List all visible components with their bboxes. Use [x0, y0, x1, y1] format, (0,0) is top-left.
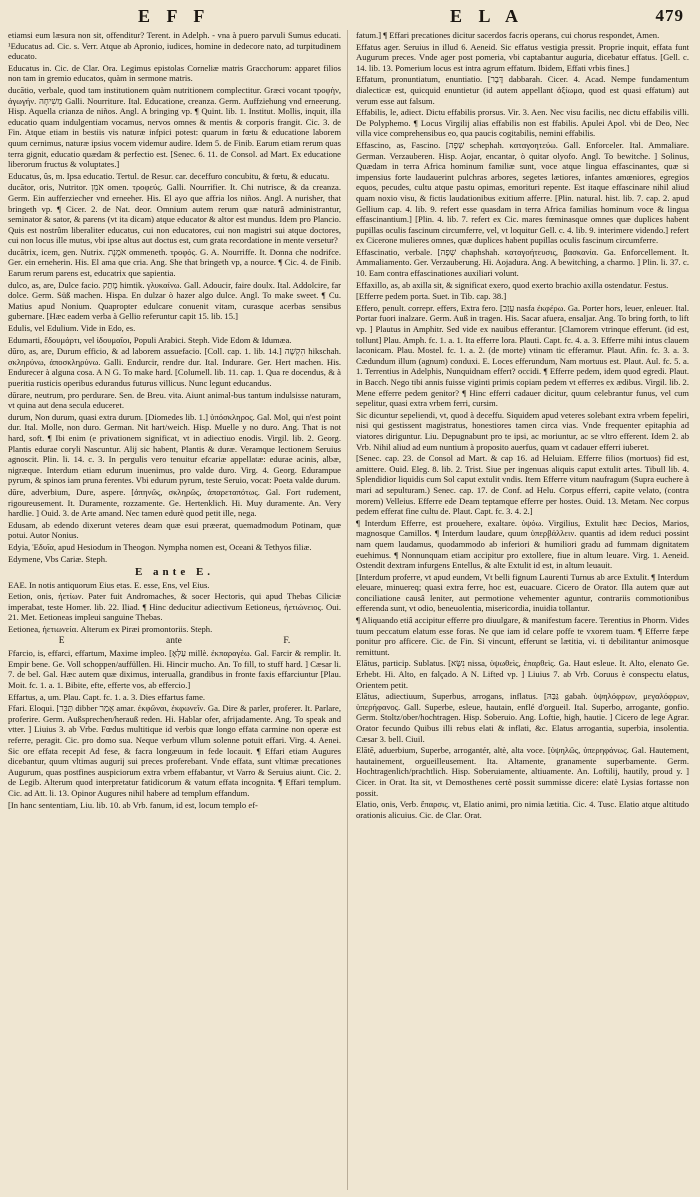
dictionary-entry: Effascinatio, verbale. [שְׁפָה chaphshah. καταγοήτευσις, βασκανία. Ga. Enforcellement. It. Ammaliamento. Ger. Verzauberung. Hi. Aojadura. Ang. A bewitching, a charmo. ] Plin. li. 37. c. 10. Eam contra effascinationes auxiliari volunt.: [356, 246, 689, 279]
dictionary-entry: Edumarti, ἔδουμάρτι, vel ἰδουμαῖοι, Populi Arabici. Steph. Vide Edom & Idumæa.: [8, 334, 292, 345]
dictionary-entry: ducātor, oris, Nutritor. אֹמֵן omen. τροφεύς. Galli. Nourrifier. It. Chi nutrisce, & da creanza. Germ. Ein aufferziecher vnd erneeher. His. El ayo que affria los niños. Angl. A nurisher, that bringeth vp. ¶ Cicer. 2. de Nat. deor. Omnium autem rerum quæ naturâ administrantur, seminator & sator, & parens (vt ita dicam) atque educator & altor est mundus. Idem pro Plancio. Quis est nostrûm liberaliter educatus, cui non educatores, cui non magistri sui atque doctores, cui non locus ille mutus, vbi ipse altus aut doctus est, cum grata recordatione in mente versetur?: [8, 182, 341, 246]
dictionary-entry: etiamsi eum læsura non sit, offenditur? Terent. in Adelph. - vna à puero parvuli Sumus educati. ¹Educatus ad. Cic. s. Verr. Atque ab Apronio, iudices, homine in dedecore nato, ad turpitudinem educato.: [8, 30, 341, 62]
dictionary-entry: dūre, adverbium, Dure, aspere. [ἀπηνῶς, σκληρῶς, ἀπαρεταπότως. Gal. Fort rudement, rigoureusement. It. Duramente, rozzamente. Ge. Hertenklich. Hi. Muy duramente. An. Very hardlie. ] Ouid. 3. de Arte amand. Nec tamen edurè quod petit ille, nega.: [8, 486, 341, 519]
dictionary-entry: ducātrix, icem, gen. Nutrix. אֹמֶנֶת ommeneth. τροφός. G. A. Nourriffe. It. Donna che nodrifce. Ger. ein erneherin. His. El ama que cria. Ang. She that bringeth vp, a nource. ¶ Cic. 4. de Finib. Earum rerum parens est, educatrix que sapientia.: [8, 246, 341, 279]
right-column: [356, 30, 689, 1190]
dictionary-entry: ¶ Interdum Efferre, est prouehere, exaltare. ὑψόω. Virgilius, Extulit hæc Decios, Marios, magnosque Camillos. ¶ Interdum laudare, quum ὑπερβάλλειν. quantis ad idem reduci possint nam quem laudamus, quodammodo ab inferiori & humiliori gradu ad fummam dignitatem euehimus. ¶ Nonnunquam etiam accipitur pro extollere, fiue in altum leuare. Virg. 1. Aeneid. Ostendit dextram infurgens Entellus, & alte Extulit id est, in altum leuauit.: [356, 517, 689, 571]
dictionary-entry: Ffari. Eloqui. [תַּבֵּר dibber אָמַר amar. ἐκφῶναι, ἐκφωνεῖν. Ga. Dire & parler, proferer. It. Parlare, proferire. Germ. Außsprechen/herauß reden. Hi. Hablar ofer, afrijadamente. Ang. To speak and vtter. ] Liuius 3. ab Vrbe. Fœdus multitique id verbis quæ longo effata carmine non operæ est referre, peragit. Cic. pro domo sua. Neque verbum vllum solenne potuit effari. Virg. 4. Aenei. Sic ore effata recepit Ad fese, & facra longæuum in fede locauit. ¶ Effari etiam Augures dicebantur, quum vltimas augurij sui preces proferebant. Vnde effata, sunt vltimæ precationes Augurum, quas postfines auspiciorum extra vrbem effabantur, vt Varro & Seruius aiunt. Cic. 2. de Legib. Alterum quod interpretatur fatidicorum & vatum effata incognita. ¶ Effari templum. Cic. ad Att. li. 13. Opinor Augures nihil habere ad templum effandum.: [8, 703, 341, 798]
left-column: [8, 30, 341, 1190]
subsection-ante: ante: [166, 635, 182, 646]
dictionary-entry: dūrare, neutrum, pro perdurare. Sen. de Breu. vita. Aiunt animal-bus tantum indulsisse naturam, vt quina aut dena secula educeret.: [8, 389, 341, 411]
dictionary-entry: EAE. In notis antiquorum Eius etas. E. esse, Ens, vel Eius.: [8, 579, 210, 590]
dictionary-entry: fatum.] ¶ Effari precationes dicitur sacerdos facris operans, cui chorus respondet, Amen.: [356, 30, 660, 40]
dictionary-entry: Effaxillo, as, ab axilla sit, & significat exero, quod exerto brachio axilla ostendatur. Festus.: [356, 279, 669, 290]
running-header: [0, 6, 700, 28]
entries-block-4: [356, 30, 689, 820]
dictionary-entry: Elātus, adiectiuum, Superbus, arrogans, inflatus. [גַּבַּהּ gabah. ὑψηλόφρων, μεγαλόφρων, ὑπερήφανος. Gall. Superbe, esleue, hautain, enflé d'orgueil. Ital. Superbo, arrogante, gonfio. Germ. Stoltz/ober/hochtragen. Hisp. Soberuio. Ang. Loftie, high, hautie. ] Cicero de lege Agrar. Orator fecundo Quibus illi rebus elati & inflati, &c. Elatus arrogantia, superbia, insolentia. Cæsar 3. bell. Ciuil.: [356, 691, 689, 744]
dictionary-entry: Effartus, a, um. Plau. Capt. fc. 1. a. 3. Dies effartus fame.: [8, 691, 206, 702]
dictionary-entry: Effero, penult. correpr. effers, Extra fero. [עֲזַב nasfa ἐκφέρω. Ga. Porter hors, leuer, enleuer. Ital. Portar fuori inalzare. Germ. Auß in tragen. His. Sacar afuera, ensaljar. Ang. To bring forth, to lift vp. ] Plautus in Amphitr. Sed vide ex nauibus efferantur. [Clamorem vtrinque efferunt. (id est, tollunt] Plau. Amph. fc. 1. a. 1. Ita efferre lora. Plauti. Capt. fc. 4. a. 3. Efferre mihi intus clauem laconicam. Plau. Mostel. fc. 1. a. 2. (de morte) vtinam tic efferamur. Plaut. Afin. fc. 3. a. 3. Cædundum illum (agnum) conduxi. E. Loces efferundum, Nam mortuus est. Plaut. Aul. fc. 5. a. 1. Terrentius in Adelphis, Nunquidnam effert? occidi. ¶ Efferre pedem, idem quod egredi. Plaut. in Bacch. Nego tibi annis fuisse viginti primis copiam pedem vt efferres ex ædibus. Virgil. lib. 2. Mene efferre pedem genitor? ¶ Hinc efferri cadauer dicitur, quum celebrantur funus, vel cum sepelitur, quasi extra vrbem ferri, cursim.: [356, 302, 689, 409]
dictionary-entry: [In hanc sententiam, Liu. lib. 10. ab Vrb. fanum, id est, locum templo ef-: [8, 799, 258, 810]
dictionary-entry: Elātē, aduerbium, Superbe, arrogantér, altè, alta voce. [ὑψηλῶς, ὑπερηφάνως. Gal. Hautement, hautainement, orgueilleusement. Ita. Altamente, granamente superbamente. Germ. Hochtragenlich/prachtlich. Hisp. Soberuiamente, altiuamente. An. Loftilij, hautily, proud y. ] Cicer. in Orat. Ita sit, vt Demosthenes certè possit summisse dicere: elatè Lysias fortasse non possit.: [356, 745, 689, 798]
dictionary-entry: Effatus ager. Seruius in illud 6. Aeneid. Sic effatus vestigia pressit. Proprie inquit, effata funt Augurum preces. Vnde ager post pomeria, vbi captabantur auguria, dicebatur effatus. [Gell. c. 14. lib. 13. Pomerium locus est intra agrum effatum. Ibidem, Effati vrbis fines.]: [356, 41, 689, 73]
dictionary-entry: Eetionea, ἠετιωνεία. Alterum ex Piræi promontoriis. Steph.: [8, 624, 213, 635]
header-left: E F F: [138, 6, 211, 26]
dictionary-entry: [Senec. cap. 23. de Consol ad Mart. & cap 16. ad Heluiam. Efferre filios (mortuos) fid est, amittere. Ouid. Eleg. 8. lib. 2. Trist. Siue per ingenuas aliquis caput extulit artes. Tibull lib. 4. Splendidior liquidis cum Sol caput extulit vndis. Item Efferre vitum naufragum (Supra euchere à mari ad sepulturam.) Senec. cap. 17. de Conf. ad Helu. Corpus efferri, capite velato, (contra morem) Velleius. Efferre ede Deam teptamque efferre per hostes. Ouid. 13. Metam. Nec corpus pedem efferat fine cultu de. Plaut. Capt. fc. 3. 4. 2.]: [356, 453, 689, 517]
dictionary-entry: ducātio, verbale, quod tam institutionem quàm nutritionem complectitur. Græci vocant τροφὴν, ἀγωγήν. מְשִׁיחָה Galli. Nourriture. Ital. Educatione, creanza. Germ. Auffziehung vnd erneerung. Hisp. Aquella crianza de niños. Angl. A bringing vp. ¶ Quint. lib. 1. Institut. Mollis, inquit, illa educatio quam indulgentiam vocamus, nervos omnes & mentis & corporis frangit. Cic. 3. de Fin. Atque etiam in bestiis vis naturæ infpici potest: quarum in fœtu & educatione laborem quum cernimus, naturæ ipsius vocem videmur audire. Idem 5. de Finib. Earum etiam rerum quas terra gignit, educatio quædam & perfectio est. [Senec. 6. 11. de Consol. ad Mart. Ex educatione liberorum fructus & voluptates.]: [8, 84, 341, 170]
dictionary-entry: Elātus, particip. Sublatus. [נִשָּׂא nissa, ὑψωθεὶς, ἐπαρθεὶς. Ga. Haut esleue. It. Alto, elenato Ge. Erhebt. Hi. Alto, en falçado. A N. Lifted vp. ] Liuius 7. ab Vrb. Coruus è conspectu elatus, Orientem petit.: [356, 658, 689, 690]
dictionary-entry: Edymene, Vbs Cariæ. Steph.: [8, 553, 108, 564]
dictionary-entry: [Interdum proferre, vt apud eundem, Vt belli fignum Laurenti Turnus ab arce Extulit. ¶ Interdum eleuare, minuereq; quasi extra ferre, hoc est, euacuare. Cicero de Orator. Illa autem quæ aut conciliatione causâ leniter, aut permotione vehementer aguntur, contrariis commotionibus efferenda sunt, vt odio, beneuolentia, misericordia, inuidia tollantur.: [356, 571, 689, 614]
section-heading: E ante E.: [134, 566, 215, 579]
dictionary-entry: Effascino, as, Fascino. [שְׁפָה schephah. καταγοητεύω. Gall. Enforceler. Ital. Ammaliare. German. Verzauberen. Hisp. Aojar, encantar, ò quitar olyofo. Angl. To bewitche. ] Solinus, Quædam in terra Africa hominum familiæ sunt, voce atque lingua effascinantes, quæ si impensius forte laudauerint pulchras arbores, segetes lætiores, infantes amœniores, egregios equos, pecudes, cultu atque pastu opimas, emorituri repente. Est itaque effascinare nihil aliud quam noxio visu, & fictis laudationibus exitium afferre. [Plin. natural. hist. lib. 7. cap. 2. apud Gellium cap. 4. lib. 9. refert esse quasdam in terra Africa familias hominum voce & lingua effascinantium.] [Plin. 4. lib. 7. refert ex Cic. mares fœminasque omnes quæ duplices habent pupillas oculis fascinum circumferre, vel, vt loquitur Gell. c. 4. lib. 9. interimere videndo.] refert ex Cicerone mulieres omnes, quæ duplices habent pupillas oculis fascinum circumferre.: [356, 139, 689, 246]
dictionary-entry: Edusam, ab edendo dixerunt veteres deam quæ esui præerat, quemadmodum Potinam, quæ potui. Autor Nonius.: [8, 519, 341, 541]
entries-block-3: [8, 648, 341, 810]
dictionary-entry: dulco, as, are, Dulce facio. מָתַק himtik. γλυκαίνω. Gall. Adoucir, faire doulx. Ital. Addolcire, far dolce. Germ. Süß machen. Hispa. En dulzar ò hazer algo dulce. Angl. To make sweet. ¶ Cu. Matius apud Nonium. Quapropter edulcare conuenit vitam, curasque acerbas sensibus gubernare. [Hæc eadem verba à Gellio referuntur capit 15. lib. 15.]: [8, 279, 341, 322]
entries-block-2: [8, 580, 341, 635]
dictionary-entry: Eetion, onis, ἠετίων. Pater fuit Andromaches, & socer Hectoris, qui apud Thebas Ciliciæ imperabat, teste Homer. lib. 22. Iliad. ¶ Hinc deducitur adiectivum Eetioneus, ἠετιώνειος. Oui. 21. Met. Eetioneas impleui sanguine Thebas.: [8, 591, 341, 623]
dictionary-entry: Effabilis, le, adiect. Dictu effabilis prorsus. Vir. 3. Aen. Nec visu facilis, nec dictu effabilis villi. De Polyphemo. ¶ Locus Virgilij alias effabilis non est ffabilis. Apulei Apol. vbi de Deo, Nec villa vice comprehensibus eo, qua paucis cogitabilis, nemini effabilis.: [356, 107, 689, 139]
header-right: E L A: [450, 6, 525, 26]
dictionary-entry: Edyia, Ἐδυῖα, apud Hesiodum in Theogon. Nympha nomen est, Oceani & Tethyos filiæ.: [8, 541, 312, 552]
dictionary-entry: Edulis, vel Edulium. Vide in Edo, es.: [8, 323, 136, 334]
dictionary-entry: ¶ Aliquando etiâ accipitur efferre pro diuulgare, & manifestum facere. Terentius in Phorm. Vides tuum peccatum elatum esse foras. Ne que iam id celare poffe te vxorem tuam. ¶ Efferre fæpe ponitur pro afficere. Cic. de Fin. Si vincunt, efferunt se lætitia, vi. ti debilitantur animosque remittunt.: [356, 615, 689, 657]
dictionary-entry: Sic dicuntur sepeliendi, vt, quod à deceffu. Siquidem apud veteres solebant extra vrbem fepeliri, nisi qui gestissent magistratus, honestiores tamen circa vias. Vnde frequenter epitaphia ad viatores diriguntur. Liu. Depugnabunt pro te ipsi, ac moriuntur, ac se vltro efferent. Idem 2. ab Vrb. Nihil aliud ad eum nuntium à proposito auerfus, quam vt cadauer efferri iuberet.: [356, 409, 689, 452]
subsection-letter-2: F.: [283, 635, 291, 646]
column-divider: [347, 30, 348, 1190]
page-number: 479: [655, 6, 684, 25]
entries-block-1: [8, 30, 341, 564]
dictionary-entry: Effatum, pronuntiatum, enuntiatio. [דָּבָר dabbarah. Cicer. 4. Acad. Nempe fundamentum dialecticæ est, quicquid enuntietur (id autem appellant ἀξίωμα, quod est quasi effatum) aut verum esse aut falsum.: [356, 74, 689, 106]
subsection-letter: E: [58, 635, 65, 646]
dictionary-entry: Ffarcio, is, effarci, effartum, Maxime impleo. [עַלְּאָ millè. ἐκπαραγέω. Gal. Farcir & remplir. It. Empir bene. Ge. Voll schoppen/auffüllen. Hi. Hincir mucho. An. To fill, to stuff hard. ] Cæsar li. 7. de bel. Gal. Hæc autem quæ diximus, interualla, grandibus in fronte faxis effarciuntur [Plau. Moit. fc. 1. a. 1. Bibite, efte, efferte vos, ab effercio.]: [8, 648, 341, 691]
subsection-heading: [8, 636, 341, 647]
dictionary-entry: durum, Non durum, quasi extra durum. [Diomedes lib. 1.] ὑπόσκληρος. Gal. Mol, qui n'est point dur. Ital. Molle, non duro. German. Nit hart/weich. Hisp. Muelle y no duro. Ang. That is not hard, soft. ¶ Ibi enim (e privationem significat, vt in adiectiuo enodis. Virgil. lib. 2. Georg. Plantis edurae coryli Nascuntur. Alij sic habent, Plantis & duræ. Veramque lectionem Seruius agnoscit. Plin. li. 14. c. 3. In pergulis vero tenuitur efcariæ appellatæ: edurae acinis, albæ, nigræque. Interdum etiam edurum inuenimus, pro valde duro. Virg. 4. Georg. Edurampue pyrum, & spinos iam pruna ferentes. Vbi edurum pyrum, teste Seruio, vocat: Poeta valde durum.: [8, 411, 341, 486]
dictionary-entry: Elatio, onis, Verb. ἔπαρσις. vt, Elatio animi, pro nimia lætitia. Cic. 4. Tusc. Elatio atque altitudo orationis alicuius. Cic. de Clar. Orat.: [356, 799, 689, 820]
dictionary-entry: Educatus, ûs, m. Ipsa educatio. Tertul. de Resur. car. deceffuro concubitu, & fœtu, & educatu.: [8, 170, 330, 181]
dictionary-entry: dūro, as, are, Durum efficio, & ad laborem assuefacio. [Coll. cap. 1. lib. 14.] הִקְשָׁה hikschah. σκληρύνω, ἀποσκληρύνω. Galli. Endurcir, rendre dur. Ital. Indurare. Ger. Hert machen. His. Endurecer à alguna cosa. A N G. To make hard. [Columell. lib. 11. cap. 1. Qua re docendus, & à pueritia rusticis operibus edurandus futurus villicus. Nunc legunt educandus.: [8, 346, 341, 388]
dictionary-entry: Educatus in. Cic. de Clar. Ora. Legimus epistolas Corneliæ matris Gracchorum: apparet filios non tam in gremio educatos, quàm in sermone matris.: [8, 62, 341, 84]
dictionary-entry: [Efferre pedem porta. Suet. in Tib. cap. 38.]: [356, 291, 507, 302]
